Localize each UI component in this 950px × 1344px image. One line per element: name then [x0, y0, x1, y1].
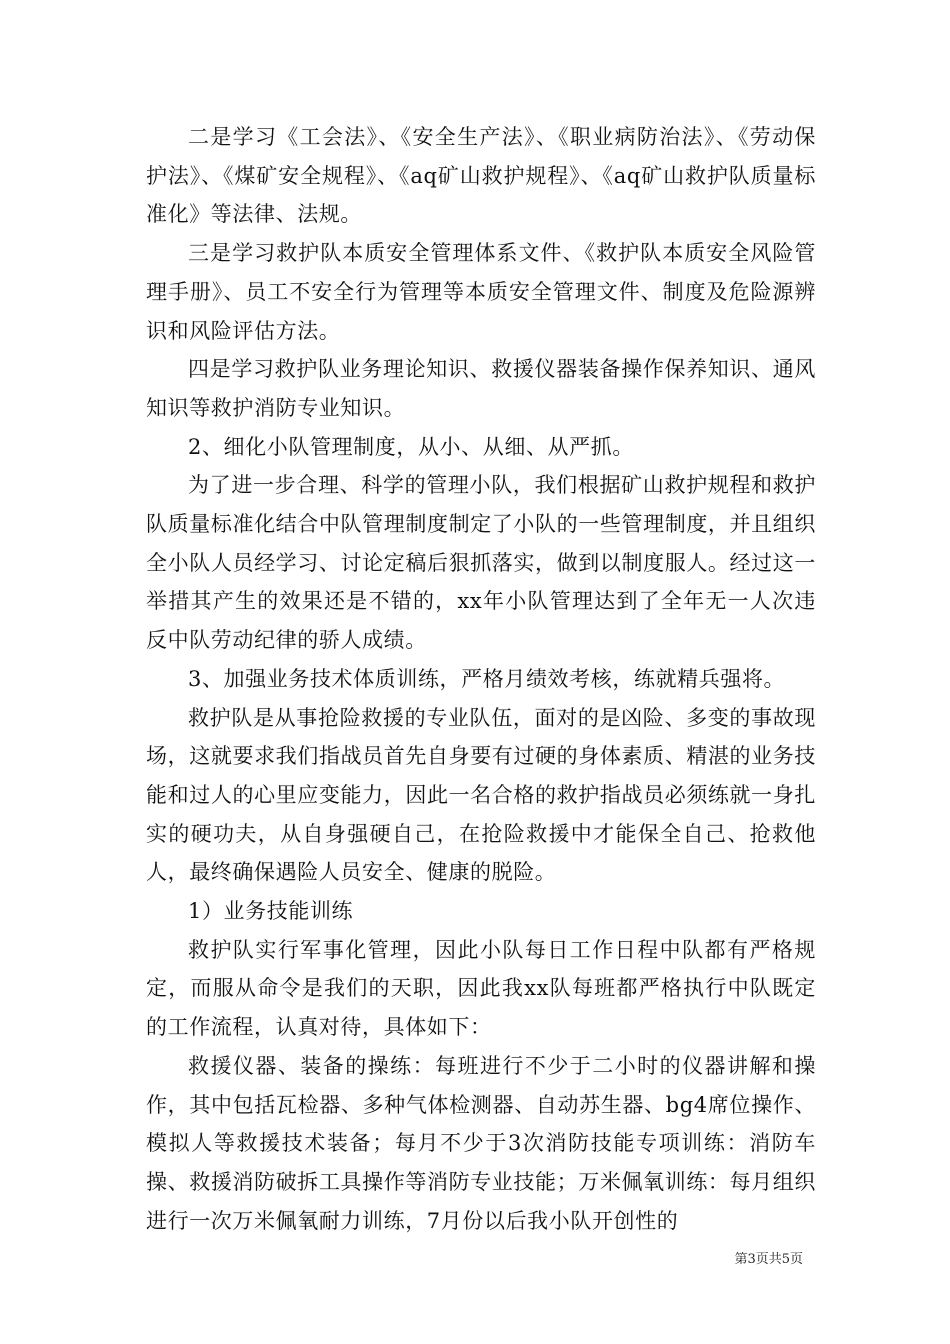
paragraph-equipment-drill: 救援仪器、装备的操练：每班进行不少于二小时的仪器讲解和操作，其中包括瓦检器、多种气体检测器、自动苏生器、bg4席位操作、模拟人等救援技术装备；每月不少于3次消防技能专项训练：消防车操、救援消防破拆工具操作等消防专业技能；万米佩氧训练：每月组织进行一次万米佩氧耐力训练，7月份以后我小队开创性的 — [146, 1053, 816, 1233]
paragraph-heading-management: 2、细化小队管理制度，从小、从细、从严抓。 — [188, 434, 634, 459]
paragraph-safety-system-study: 三是学习救护队本质安全管理体系文件、《救护队本质安全风险管理手册》、员工不安全行为管理等本质安全管理文件、制度及危险源辨识和风险评估方法。 — [146, 241, 816, 343]
paragraph-law-study: 二是学习《工会法》、《安全生产法》、《职业病防治法》、《劳动保护法》、《煤矿安全规程》、《aq矿山救护规程》、《aq矿山救护队质量标准化》等法律、法规。 — [146, 125, 816, 227]
paragraph-heading-training: 3、加强业务技术体质训练，严格月绩效考核，练就精兵强将。 — [188, 666, 786, 691]
paragraph-management-detail: 为了进一步合理、科学的管理小队，我们根据矿山救护规程和救护队质量标准化结合中队管理制度制定了小队的一些管理制度，并且组织全小队人员经学习、讨论定稿后狠抓落实，做到以制度服人。经过这一举措其产生的效果还是不错的，xx年小队管理达到了全年无一人次违反中队劳动纪律的骄人成绩。 — [146, 473, 816, 653]
document-body — [146, 118, 816, 1240]
paragraph-theory-study: 四是学习救护队业务理论知识、救援仪器装备操作保养知识、通风知识等救护消防专业知识。 — [146, 357, 816, 420]
paragraph-heading-skill-training: 1）业务技能训练 — [188, 899, 354, 924]
page-number: 第3页共5页 — [734, 1252, 803, 1267]
paragraph-military-management: 救护队实行军事化管理，因此小队每日工作日程中队都有严格规定，而服从命令是我们的天职，因此我xx队每班都严格执行中队既定的工作流程，认真对待，具体如下： — [146, 937, 816, 1040]
paragraph-rescue-team: 救护队是从事抢险救援的专业队伍，面对的是凶险、多变的事故现场，这就要求我们指战员首先自身要有过硬的身体素质、精湛的业务技能和过人的心里应变能力，因此一名合格的救护指战员必须练就一身扎实的硬功夫，从自身强硬自己，在抢险救援中才能保全自己、抢救他人，最终确保遇险人员安全、健康的脱险。 — [146, 705, 816, 885]
